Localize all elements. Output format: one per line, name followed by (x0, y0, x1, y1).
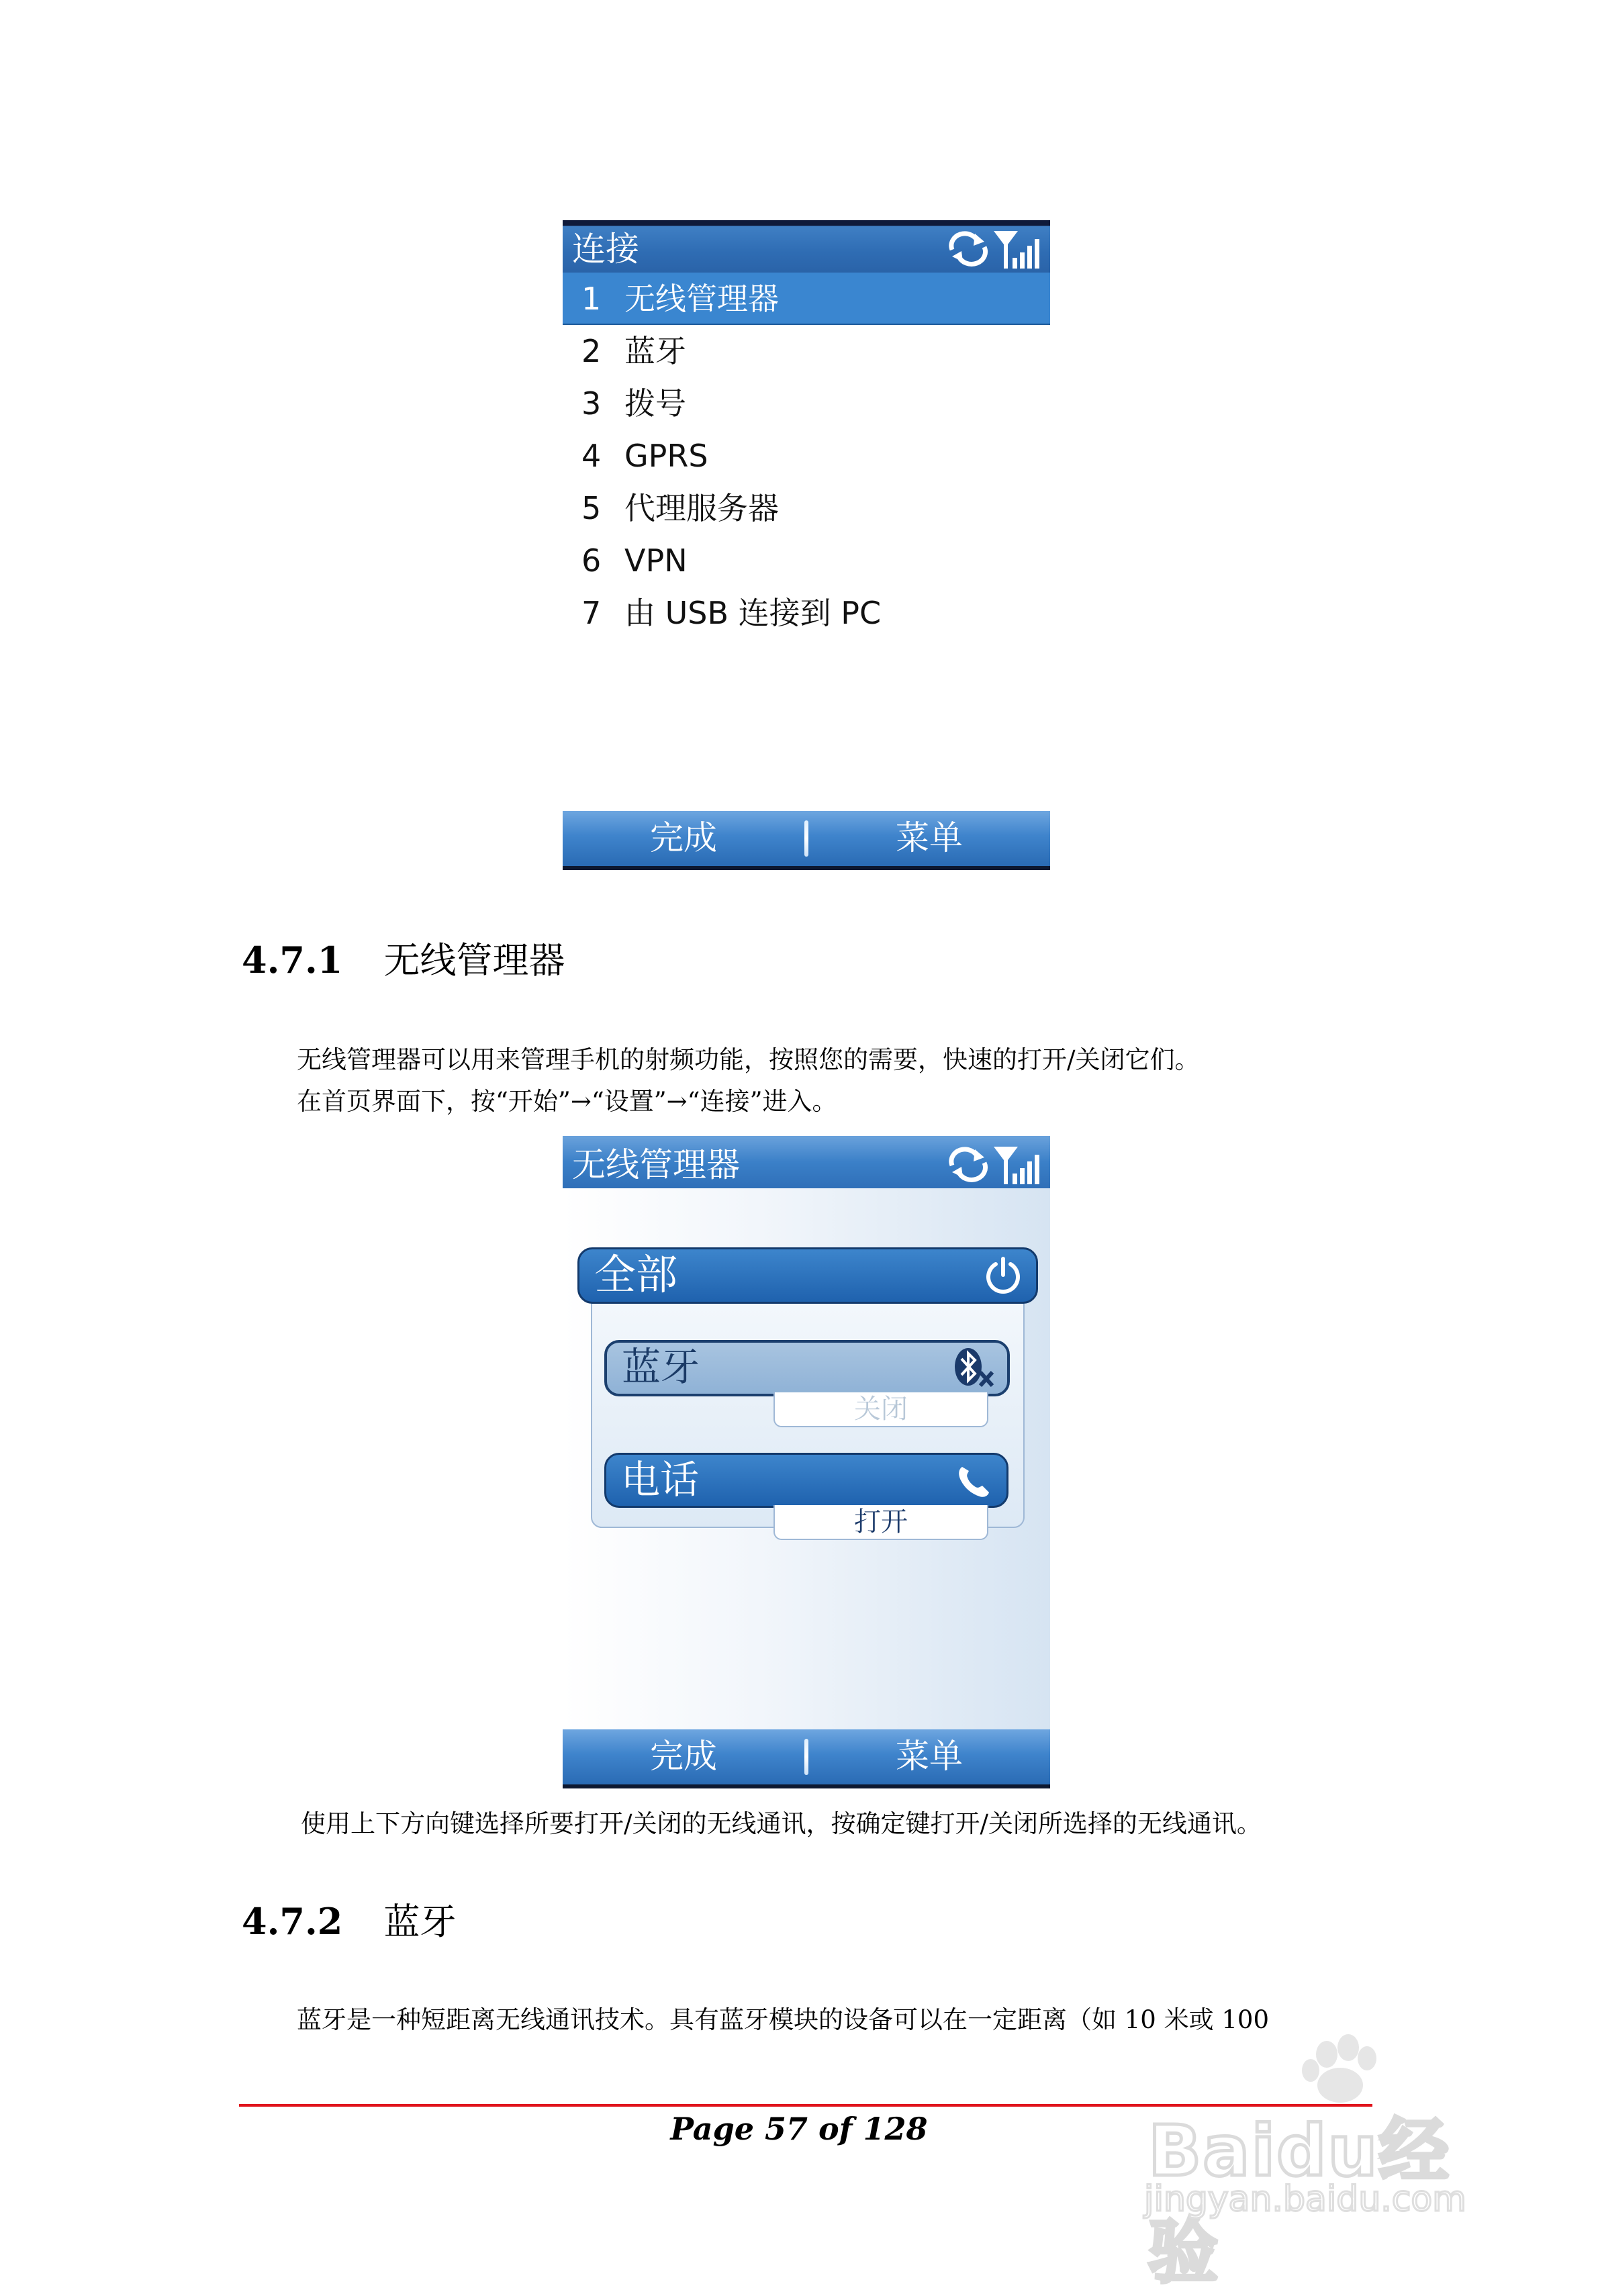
title-bar (563, 220, 1050, 273)
menu-softkey[interactable]: 菜单 (896, 818, 963, 857)
sync-icon (951, 234, 986, 265)
status-icons (943, 1143, 1043, 1186)
watermark-brand: Baidu经验 (1148, 2110, 1450, 2293)
signal-strength-icon (994, 231, 1039, 269)
menu-item-gprs[interactable]: 4 GPRS (581, 438, 708, 474)
phone-toggle[interactable] (604, 1453, 1008, 1508)
bluetooth-off-icon (951, 1347, 998, 1390)
menu-item-wireless-manager[interactable]: 1 无线管理器 (563, 273, 1050, 325)
menu-item-vpn[interactable]: 6 VPN (581, 542, 688, 579)
connections-screen (563, 220, 1050, 870)
watermark-url: jingyan.baidu.com (1144, 2179, 1466, 2219)
phone-label: 电话 (621, 1457, 700, 1502)
all-radios-toggle[interactable] (577, 1247, 1038, 1304)
section-heading-4-7-2: 4.7.2 蓝牙 (242, 1900, 457, 1943)
screen-title: 连接 (572, 230, 639, 269)
section-heading-4-7-1: 4.7.1 无线管理器 (242, 939, 565, 982)
all-label: 全部 (594, 1250, 678, 1299)
menu-item-dialup[interactable]: 3 拨号 (581, 385, 686, 422)
page-number: Page 57 of 128 (670, 2111, 928, 2147)
menu-item-usb-to-pc[interactable]: 7 由 USB 连接到 PC (581, 595, 882, 631)
softkey-bar (563, 811, 1050, 870)
paragraph-intro: 无线管理器可以用来管理手机的射频功能，按照您的需要，快速的打开/关闭它们。 (297, 1045, 1200, 1074)
bluetooth-label: 蓝牙 (622, 1344, 700, 1390)
sync-icon (951, 1149, 986, 1180)
confirm-key-term: 确定键 (855, 1809, 931, 1838)
connections-menu (563, 273, 1050, 639)
phone-icon (955, 1463, 992, 1499)
paragraph-navigation: 在首页界面下，按“开始”→“设置”→“连接”进入。 (297, 1087, 837, 1116)
title-bar (563, 1136, 1050, 1188)
menu-softkey[interactable]: 菜单 (896, 1737, 963, 1776)
menu-item-proxy[interactable]: 5 代理服务器 (581, 490, 779, 526)
bluetooth-state: 关闭 (773, 1392, 988, 1427)
done-softkey[interactable]: 完成 (650, 818, 717, 857)
baidu-watermark (1135, 2027, 1511, 2293)
signal-strength-icon (994, 1147, 1039, 1184)
status-icons (943, 227, 1043, 270)
wireless-manager-screen (563, 1136, 1050, 1788)
softkey-bar (563, 1729, 1050, 1788)
bluetooth-toggle[interactable] (604, 1340, 1010, 1396)
screen-title: 无线管理器 (572, 1145, 740, 1184)
done-softkey[interactable]: 完成 (650, 1737, 717, 1776)
menu-item-bluetooth[interactable]: 2 蓝牙 (581, 333, 686, 369)
paragraph-bluetooth-intro: 蓝牙是一种短距离无线通讯技术。具有蓝牙模块的设备可以在一定距离（如 10 米或 100 (297, 2005, 1269, 2034)
paragraph-usage: 使用上下方向键选择所要打开/关闭的无线通讯，按确定键打开/关闭所选择的无线通讯。 (301, 1809, 1262, 1838)
phone-state: 打开 (773, 1505, 988, 1540)
power-icon (984, 1256, 1023, 1295)
